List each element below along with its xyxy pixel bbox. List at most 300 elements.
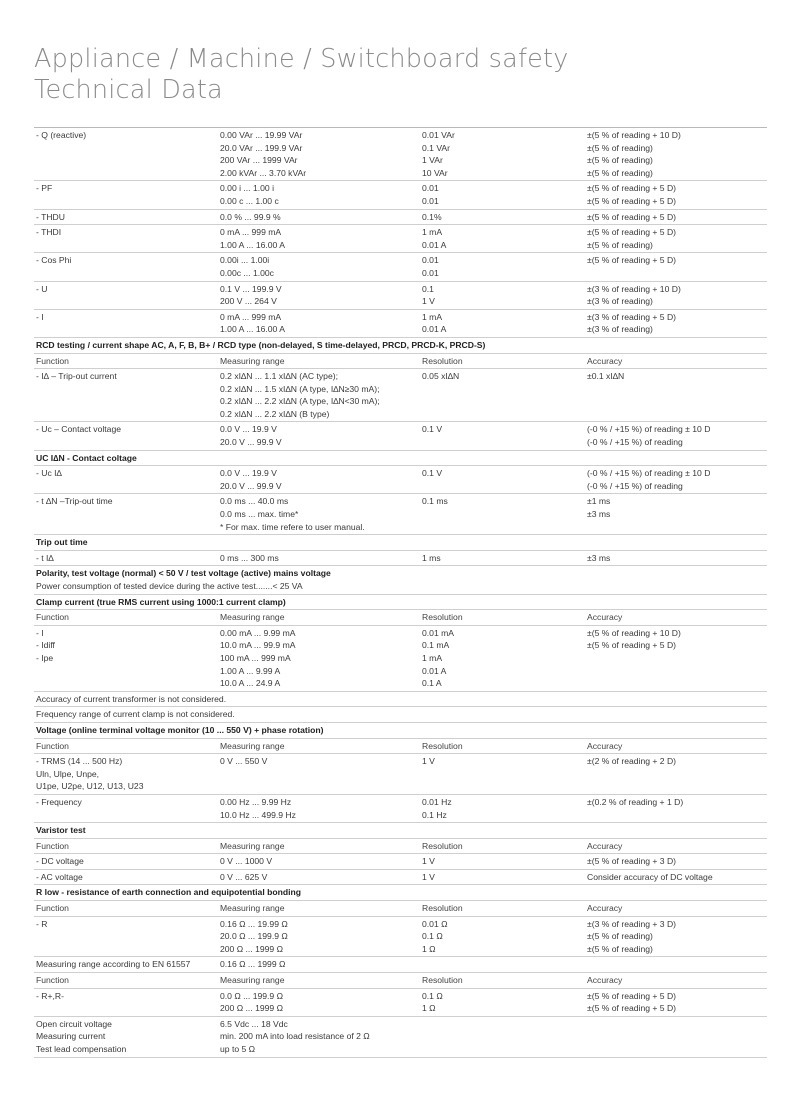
- section-title: Polarity, test voltage (normal) < 50 V / test voltage (active) mains voltage: [36, 568, 331, 579]
- cell-measuring-range: [220, 129, 422, 179]
- cell-text: 0.1 VAr: [422, 142, 451, 153]
- cell-measuring-range: [220, 182, 422, 207]
- column-header-row: [34, 739, 767, 755]
- header-function: [34, 740, 220, 753]
- cell-text: 0.0 V ... 19.9 V: [220, 468, 277, 479]
- cell-text: U1pe, U2pe, U12, U13, U23: [36, 781, 144, 792]
- cell-text: ±(5 % of reading + 5 D): [587, 227, 677, 238]
- header-accuracy: [587, 974, 767, 987]
- cell-text: ±(5 % of reading + 5 D): [587, 640, 677, 651]
- cell-text: ±(5 % of reading + 3 D): [587, 856, 677, 867]
- cell-text: 0.0 V ... 19.9 V: [220, 424, 277, 435]
- header-function: [34, 611, 220, 624]
- cell-text: - Uc I∆: [36, 468, 62, 479]
- cell-text: - Idiff: [36, 640, 55, 651]
- cell-text: ±(3 % of reading): [587, 296, 653, 307]
- cell-text: 200 Ω ... 1999 Ω: [220, 943, 284, 954]
- cell-text: 10.0 mA ... 99.9 mA: [220, 640, 296, 651]
- cell-function: [34, 370, 220, 420]
- cell-text: 0.2 xI∆N ... 2.2 xI∆N (B type): [220, 408, 330, 419]
- section-title: Varistor test: [36, 825, 86, 836]
- table-row: [34, 551, 767, 567]
- section-title: RCD testing / current shape AC, A, F, B, B+ / RCD type (non-delayed, S time-delayed, PRCD, PRCD-K, PRCD-S): [36, 339, 486, 350]
- cell-text: - Frequency: [36, 796, 82, 807]
- cell-text: 0.00 i ... 1.00 i: [220, 183, 274, 194]
- cell-text: 1 mA: [422, 311, 443, 322]
- cell-text: ±(5 % of reading + 5 D): [587, 255, 677, 266]
- cell-text: - t I∆: [36, 552, 54, 563]
- cell-text: - TRMS (14 ... 500 Hz): [36, 756, 123, 767]
- table-row: [34, 310, 767, 338]
- cell-resolution: [422, 283, 587, 308]
- table-row: [34, 754, 767, 795]
- header-resolution: [422, 740, 587, 753]
- cell-text: Measuring range: [220, 903, 285, 914]
- cell-text: Measuring range: [220, 355, 285, 366]
- cell-text: ±(5 % of reading + 10 D): [587, 130, 681, 140]
- cell-text: Function: [36, 740, 69, 751]
- cell-text: 1.00 A ... 16.00 A: [220, 324, 285, 335]
- table-row: [34, 957, 767, 973]
- cell-measuring-range: [220, 226, 422, 251]
- table-row: [34, 795, 767, 823]
- cell-text: ±1 ms: [587, 496, 611, 507]
- table-row: [34, 466, 767, 494]
- cell-text: ±(0.2 % of reading + 1 D): [587, 796, 684, 807]
- cell-accuracy: [587, 855, 767, 868]
- cell-text: 0.2 xI∆N ... 1.1 xI∆N (AC type);: [220, 371, 338, 382]
- cell-text: 0.1%: [422, 211, 442, 222]
- table-row: [34, 1017, 767, 1058]
- cell-text: 20.0 VAr ... 199.9 VAr: [220, 142, 303, 153]
- cell-text: Accuracy: [587, 903, 623, 914]
- cell-text: Uln, Ulpe, Unpe,: [36, 768, 100, 779]
- cell-function: [34, 871, 220, 884]
- cell-text: 1 ms: [422, 552, 441, 563]
- cell-text: - Uc – Contact voltage: [36, 424, 122, 435]
- cell-measuring-range: [220, 283, 422, 308]
- cell-text: (-0 % / +15 %) of reading ± 10 D: [587, 424, 711, 435]
- cell-text: 1 V: [422, 296, 435, 307]
- cell-text: 1 mA: [422, 652, 443, 663]
- cell-accuracy: [587, 423, 767, 448]
- section-title: UC I∆N - Contact coltage: [36, 452, 137, 463]
- cell-text: 0.1 V ... 199.9 V: [220, 283, 282, 294]
- cell-text: ±(5 % of reading + 10 D): [587, 627, 681, 638]
- cell-text: 1 V: [422, 871, 435, 882]
- cell-text: 0.01 VAr: [422, 130, 455, 140]
- cell-resolution: [422, 958, 587, 971]
- header-measuring-range: [220, 902, 422, 915]
- cell-text: Accuracy: [587, 612, 623, 623]
- cell-text: 0.01 Ω: [422, 918, 448, 929]
- header-resolution: [422, 840, 587, 853]
- cell-text: - R+,R-: [36, 990, 64, 1001]
- cell-resolution: [422, 254, 587, 279]
- cell-accuracy: [587, 182, 767, 207]
- cell-measuring-range: [220, 627, 422, 690]
- cell-text: 0 V ... 550 V: [220, 756, 268, 767]
- header-accuracy: [587, 611, 767, 624]
- cell-measuring-range: [220, 552, 422, 565]
- header-accuracy: [587, 740, 767, 753]
- section-heading: [34, 535, 767, 551]
- cell-resolution: [422, 226, 587, 251]
- table-row: [34, 626, 767, 692]
- cell-text: Measuring range: [220, 612, 285, 623]
- table-row: [34, 128, 767, 181]
- cell-text: Resolution: [422, 975, 463, 986]
- cell-resolution: [422, 1018, 587, 1056]
- header-accuracy: [587, 355, 767, 368]
- cell-text: ±(5 % of reading): [587, 155, 653, 166]
- cell-text: 20.0 Ω ... 199.9 Ω: [220, 931, 288, 942]
- cell-text: - THDU: [36, 211, 65, 222]
- cell-text: 1 mA: [422, 227, 443, 238]
- section-heading: [34, 823, 767, 839]
- cell-text: 0.0 % ... 99.9 %: [220, 211, 281, 222]
- cell-text: Function: [36, 975, 69, 986]
- cell-text: 0.0 ms ... 40.0 ms: [220, 496, 289, 507]
- header-function: [34, 355, 220, 368]
- cell-text: - I: [36, 311, 44, 322]
- header-function: [34, 974, 220, 987]
- cell-text: - I: [36, 627, 44, 638]
- cell-resolution: [422, 871, 587, 884]
- cell-measuring-range: [220, 423, 422, 448]
- cell-text: 0.16 Ω ... 1999 Ω: [220, 959, 286, 970]
- cell-accuracy: [587, 311, 767, 336]
- cell-text: 0.00 Hz ... 9.99 Hz: [220, 796, 292, 807]
- cell-text: - U: [36, 283, 48, 294]
- header-accuracy: [587, 902, 767, 915]
- cell-text: 1 V: [422, 756, 435, 767]
- cell-text: - THDI: [36, 227, 62, 238]
- section-heading: [34, 566, 767, 594]
- section-heading: [34, 723, 767, 739]
- header-measuring-range: [220, 611, 422, 624]
- cell-function: [34, 226, 220, 251]
- cell-text: ±(3 % of reading + 5 D): [587, 311, 677, 322]
- cell-text: Open circuit voltage: [36, 1018, 112, 1029]
- cell-text: ±(3 % of reading): [587, 324, 653, 335]
- cell-text: 0.01 Hz: [422, 796, 452, 807]
- cell-text: 200 V ... 264 V: [220, 296, 277, 307]
- cell-text: 0.1 A: [422, 678, 442, 689]
- title-line-2: Technical Data: [34, 75, 223, 105]
- cell-text: - I∆ – Trip-out current: [36, 371, 117, 382]
- cell-function: [34, 990, 220, 1015]
- cell-text: 0.1 V: [422, 424, 443, 435]
- cell-text: Resolution: [422, 840, 463, 851]
- cell-text: ±0.1 xI∆N: [587, 371, 625, 382]
- header-function: [34, 902, 220, 915]
- spec-table: [34, 127, 767, 1058]
- cell-text: Measuring range: [220, 975, 285, 986]
- cell-text: ±(3 % of reading + 10 D): [587, 283, 681, 294]
- cell-text: 0.00i ... 1.00i: [220, 255, 270, 266]
- cell-resolution: [422, 211, 587, 224]
- cell-function: [34, 796, 220, 821]
- cell-text: 0.2 xI∆N ... 1.5 xI∆N (A type, I∆N≥30 mA);: [220, 383, 380, 394]
- cell-accuracy: [587, 755, 767, 793]
- cell-text: - PF: [36, 183, 53, 194]
- cell-text: ±3 ms: [587, 509, 611, 520]
- cell-text: 0 ms ... 300 ms: [220, 552, 279, 563]
- cell-text: Resolution: [422, 740, 463, 751]
- cell-text: ±(5 % of reading): [587, 239, 653, 250]
- cell-function: [34, 552, 220, 565]
- cell-text: ±(5 % of reading): [587, 167, 653, 178]
- header-measuring-range: [220, 355, 422, 368]
- cell-text: 100 mA ... 999 mA: [220, 652, 291, 663]
- cell-function: [34, 254, 220, 279]
- table-row: [34, 210, 767, 226]
- cell-measuring-range: [220, 211, 422, 224]
- cell-text: (-0 % / +15 %) of reading: [587, 480, 683, 491]
- cell-text: - Ipe: [36, 652, 54, 663]
- column-header-row: [34, 839, 767, 855]
- cell-text: 0.16 Ω ... 19.99 Ω: [220, 918, 288, 929]
- cell-function: [34, 1018, 220, 1056]
- cell-text: (-0 % / +15 %) of reading ± 10 D: [587, 468, 711, 479]
- cell-text: Function: [36, 612, 69, 623]
- cell-text: 1.00 A ... 16.00 A: [220, 239, 285, 250]
- cell-text: Measuring range according to EN 61557: [36, 959, 191, 970]
- cell-text: ±(3 % of reading + 3 D): [587, 918, 677, 929]
- cell-accuracy: [587, 990, 767, 1015]
- cell-measuring-range: [220, 1018, 422, 1056]
- cell-resolution: [422, 129, 587, 179]
- cell-text: - R: [36, 918, 48, 929]
- cell-text: Measuring range: [220, 740, 285, 751]
- cell-text: ±(5 % of reading): [587, 142, 653, 153]
- cell-accuracy: [587, 796, 767, 821]
- cell-text: 0.0 Ω ... 199.9 Ω: [220, 990, 284, 1001]
- cell-accuracy: [587, 226, 767, 251]
- cell-resolution: [422, 495, 587, 533]
- table-row: [34, 494, 767, 535]
- cell-text: 0 V ... 625 V: [220, 871, 268, 882]
- cell-measuring-range: [220, 918, 422, 956]
- cell-accuracy: [587, 495, 767, 533]
- header-resolution: [422, 611, 587, 624]
- cell-text: 0.1 Ω: [422, 931, 443, 942]
- cell-text: 0.01: [422, 267, 439, 278]
- cell-measuring-range: [220, 871, 422, 884]
- cell-measuring-range: [220, 495, 422, 533]
- cell-accuracy: [587, 627, 767, 690]
- cell-measuring-range: [220, 958, 422, 971]
- cell-text: Accuracy: [587, 975, 623, 986]
- cell-text: Function: [36, 903, 69, 914]
- cell-text: 0.2 xI∆N ... 2.2 xI∆N (A type, I∆N<30 mA);: [220, 396, 380, 407]
- cell-text: 20.0 V ... 99.9 V: [220, 480, 282, 491]
- table-row: [34, 225, 767, 253]
- cell-text: Measuring range: [220, 840, 285, 851]
- cell-text: Consider accuracy of DC voltage: [587, 871, 713, 882]
- cell-resolution: [422, 855, 587, 868]
- cell-text: 0.05 xI∆N: [422, 371, 460, 382]
- title-line-1: Appliance / Machine / Switchboard safety: [34, 44, 569, 74]
- cell-text: ±3 ms: [587, 552, 611, 563]
- cell-text: 0.01: [422, 255, 439, 266]
- table-row: [34, 870, 767, 886]
- cell-text: 0.1 Hz: [422, 809, 447, 820]
- cell-text: 200 Ω ... 1999 Ω: [220, 1003, 284, 1014]
- section-title: R low - resistance of earth connection and equipotential bonding: [36, 887, 301, 898]
- cell-measuring-range: [220, 990, 422, 1015]
- table-row: [34, 989, 767, 1017]
- section-heading: [34, 885, 767, 901]
- page-title: [34, 44, 774, 106]
- section-heading: [34, 451, 767, 467]
- cell-resolution: [422, 990, 587, 1015]
- cell-resolution: [422, 552, 587, 565]
- cell-text: 0.00 mA ... 9.99 mA: [220, 627, 296, 638]
- cell-text: 0.00 c ... 1.00 c: [220, 195, 279, 206]
- table-note: Accuracy of current transformer is not considered.: [34, 692, 767, 708]
- header-measuring-range: [220, 740, 422, 753]
- cell-accuracy: [587, 283, 767, 308]
- cell-measuring-range: [220, 855, 422, 868]
- cell-function: [34, 495, 220, 533]
- cell-text: Resolution: [422, 355, 463, 366]
- table-row: [34, 253, 767, 281]
- cell-function: [34, 467, 220, 492]
- cell-text: 6.5 Vdc ... 18 Vdc: [220, 1018, 288, 1029]
- cell-text: ±(5 % of reading + 5 D): [587, 183, 677, 194]
- cell-accuracy: [587, 467, 767, 492]
- cell-text: 200 VAr ... 1999 VAr: [220, 155, 298, 166]
- cell-text: ±(5 % of reading + 5 D): [587, 1003, 677, 1014]
- cell-function: [34, 855, 220, 868]
- cell-text: Accuracy: [587, 740, 623, 751]
- cell-text: 0.1 Ω: [422, 990, 443, 1001]
- cell-text: [422, 958, 587, 971]
- cell-text: [422, 1018, 587, 1031]
- section-heading: [34, 595, 767, 611]
- cell-accuracy: [587, 871, 767, 884]
- table-row: [34, 282, 767, 310]
- column-header-row: [34, 901, 767, 917]
- cell-text: - t ∆N –Trip-out time: [36, 496, 113, 507]
- cell-text: - Q (reactive): [36, 130, 87, 140]
- cell-resolution: [422, 755, 587, 793]
- cell-text: 1 VAr: [422, 155, 443, 166]
- table-note: Frequency range of current clamp is not considered.: [34, 707, 767, 723]
- cell-text: 0.0 ms ... max. time*: [220, 509, 299, 520]
- cell-resolution: [422, 467, 587, 492]
- cell-text: 2.00 kVAr ... 3.70 kVAr: [220, 167, 307, 178]
- cell-text: 0.01 A: [422, 239, 447, 250]
- cell-function: [34, 627, 220, 690]
- cell-text: 10.0 Hz ... 499.9 Hz: [220, 809, 296, 820]
- cell-text: 0.00 VAr ... 19.99 VAr: [220, 130, 303, 140]
- section-title: Trip out time: [36, 537, 88, 548]
- cell-text: [587, 1018, 767, 1031]
- header-function: [34, 840, 220, 853]
- cell-text: 20.0 V ... 99.9 V: [220, 437, 282, 448]
- header-measuring-range: [220, 840, 422, 853]
- cell-text: Accuracy: [587, 840, 623, 851]
- cell-measuring-range: [220, 311, 422, 336]
- cell-text: ±(5 % of reading): [587, 943, 653, 954]
- cell-text: 0.00c ... 1.00c: [220, 267, 274, 278]
- column-header-row: [34, 610, 767, 626]
- cell-function: [34, 311, 220, 336]
- cell-text: Test lead compensation: [36, 1044, 127, 1054]
- cell-resolution: [422, 423, 587, 448]
- cell-text: ±(2 % of reading + 2 D): [587, 756, 677, 767]
- header-resolution: [422, 355, 587, 368]
- section-heading: [34, 338, 767, 354]
- cell-accuracy: [587, 552, 767, 565]
- cell-text: - AC voltage: [36, 871, 83, 882]
- header-accuracy: [587, 840, 767, 853]
- cell-resolution: [422, 627, 587, 690]
- cell-function: [34, 283, 220, 308]
- cell-text: ±(5 % of reading + 5 D): [587, 195, 677, 206]
- cell-resolution: [422, 918, 587, 956]
- cell-function: [34, 958, 220, 971]
- cell-text: 0 mA ... 999 mA: [220, 311, 282, 322]
- cell-function: [34, 423, 220, 448]
- cell-resolution: [422, 796, 587, 821]
- cell-function: [34, 211, 220, 224]
- header-measuring-range: [220, 974, 422, 987]
- cell-text: 0.01 A: [422, 665, 447, 676]
- cell-text: Measuring current: [36, 1031, 106, 1042]
- cell-measuring-range: [220, 755, 422, 793]
- cell-measuring-range: [220, 254, 422, 279]
- section-title: Voltage (online terminal voltage monitor (10 ... 550 V) + phase rotation): [36, 724, 324, 735]
- cell-text: 0.1 ms: [422, 496, 448, 507]
- cell-measuring-range: [220, 370, 422, 420]
- table-row: [34, 917, 767, 958]
- cell-text: ±(5 % of reading + 5 D): [587, 211, 677, 222]
- cell-text: 10 VAr: [422, 167, 448, 178]
- section-subtext: Power consumption of tested device during the active test.......< 25 VA: [36, 581, 303, 591]
- cell-text: up to 5 Ω: [220, 1044, 256, 1054]
- cell-function: [34, 755, 220, 793]
- cell-text: 0 mA ... 999 mA: [220, 227, 282, 238]
- cell-text: * For max. time refere to user manual.: [220, 521, 365, 532]
- cell-resolution: [422, 182, 587, 207]
- cell-function: [34, 129, 220, 179]
- column-header-row: [34, 354, 767, 370]
- cell-text: ±(5 % of reading + 5 D): [587, 990, 677, 1001]
- cell-text: 10.0 A ... 24.9 A: [220, 678, 281, 689]
- table-row: [34, 181, 767, 209]
- header-resolution: [422, 902, 587, 915]
- cell-text: 0.1 mA: [422, 640, 450, 651]
- cell-text: 1 V: [422, 856, 435, 867]
- cell-accuracy: [587, 958, 767, 971]
- table-row: [34, 854, 767, 870]
- cell-text: min. 200 mA into load resistance of 2 Ω: [220, 1031, 370, 1042]
- cell-text: Resolution: [422, 612, 463, 623]
- table-row: [34, 369, 767, 422]
- cell-text: 0.01 mA: [422, 627, 455, 638]
- table-row: [34, 422, 767, 450]
- section-title: Clamp current (true RMS current using 1000:1 current clamp): [36, 596, 286, 607]
- cell-text: 1 Ω: [422, 1003, 436, 1014]
- cell-text: 0.1 V: [422, 468, 443, 479]
- cell-accuracy: [587, 211, 767, 224]
- cell-function: [34, 182, 220, 207]
- cell-text: 0.01: [422, 195, 439, 206]
